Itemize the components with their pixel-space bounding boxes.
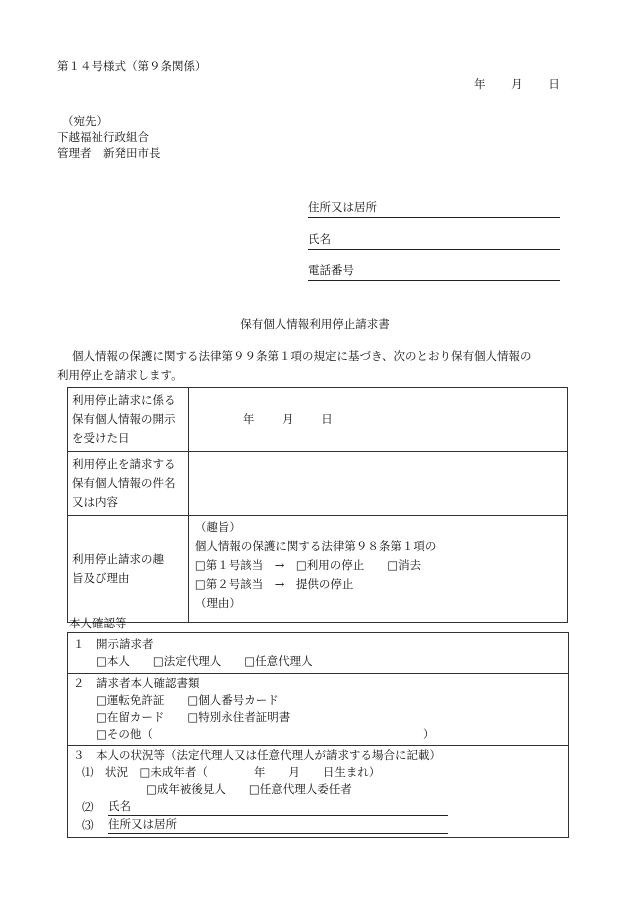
date-year: 年	[474, 77, 486, 91]
addressee-attention: （宛先）	[62, 114, 108, 128]
applicant-name-field[interactable]	[308, 233, 560, 250]
request-table	[67, 387, 568, 623]
person-status-title: ３ 本人の状況等（法定代理人又は任意代理人が請求する場合に記載）	[73, 748, 441, 762]
requester-title: １ 開示請求者	[73, 637, 154, 651]
id-documents-other-close: ）	[423, 727, 435, 741]
person-address-field[interactable]	[108, 818, 448, 834]
person-status-line-1[interactable]: ⑴ 状況 □未成年者（ 年 月 日生まれ）	[82, 765, 381, 779]
disclosure-date-row	[68, 388, 568, 452]
purpose-field[interactable]	[188, 516, 567, 623]
identity-box	[67, 632, 569, 838]
disclosure-year: 年	[242, 412, 255, 426]
person-status-line-2[interactable]: □成年被後見人 □任意代理人委任者	[146, 782, 352, 796]
id-documents-line-1[interactable]: □運転免許証 □個人番号カード	[96, 693, 279, 707]
reason-heading: （理由）	[194, 596, 241, 610]
requester-options[interactable]: □本人 □法定代理人 □任意代理人	[96, 654, 313, 668]
purpose-law-text: 個人情報の保護に関する法律第９８条第１項の	[194, 539, 437, 553]
identity-divider-2	[68, 745, 568, 746]
form-number: 第１４号様式（第９条関係）	[57, 59, 207, 73]
disclosure-date-field[interactable]	[188, 388, 567, 452]
intro-line-1: 個人情報の保護に関する法律第９９条第１項の規定に基づき、次のとおり保有個人情報の	[72, 349, 532, 363]
person-name-label: 氏名	[108, 799, 131, 813]
applicant-address-label: 住所又は居所	[308, 200, 377, 214]
person-name-number: ⑵	[82, 800, 94, 814]
applicant-phone-field[interactable]	[308, 264, 560, 281]
person-name-field[interactable]	[108, 800, 448, 816]
addressee-org: 下越福祉行政組合	[57, 130, 149, 144]
disclosure-month: 月	[282, 412, 294, 426]
document-title: 保有個人情報利用停止請求書	[240, 317, 390, 331]
id-documents-title: ２ 請求者本人確認書類	[73, 676, 200, 690]
disclosure-date-label: 利用停止請求に係る 保有個人情報の開示 を受けた日	[68, 388, 189, 452]
addressee-manager: 管理者 新発田市長	[57, 146, 161, 160]
applicant-name-label: 氏名	[308, 232, 331, 246]
purpose-heading: （趣旨）	[194, 520, 241, 534]
date-month: 月	[511, 77, 523, 91]
date-line	[474, 78, 560, 92]
intro-line-2: 利用停止を請求します。	[57, 368, 183, 382]
purpose-row	[68, 516, 568, 623]
id-documents-line-2[interactable]: □在留カード □特別永住者証明書	[96, 710, 291, 724]
purpose-option-2[interactable]: □第２号該当 → 提供の停止	[194, 577, 354, 591]
identity-heading: 本人確認等	[69, 616, 127, 630]
person-address-number: ⑶	[82, 818, 94, 832]
subject-row	[68, 452, 568, 516]
purpose-label: 利用停止請求の趣 旨及び理由	[68, 516, 189, 623]
identity-divider-1	[68, 673, 568, 674]
id-documents-other[interactable]: □その他（	[96, 727, 153, 741]
subject-label: 利用停止を請求する 保有個人情報の件名 又は内容	[68, 452, 189, 516]
applicant-address-field[interactable]	[308, 201, 560, 218]
applicant-phone-label: 電話番号	[308, 263, 354, 277]
purpose-option-1[interactable]: □第１号該当 → □利用の停止 □消去	[194, 558, 422, 572]
person-address-label: 住所又は居所	[108, 817, 177, 831]
disclosure-day: 日	[321, 412, 333, 426]
date-day: 日	[548, 77, 560, 91]
subject-field[interactable]	[188, 452, 567, 516]
